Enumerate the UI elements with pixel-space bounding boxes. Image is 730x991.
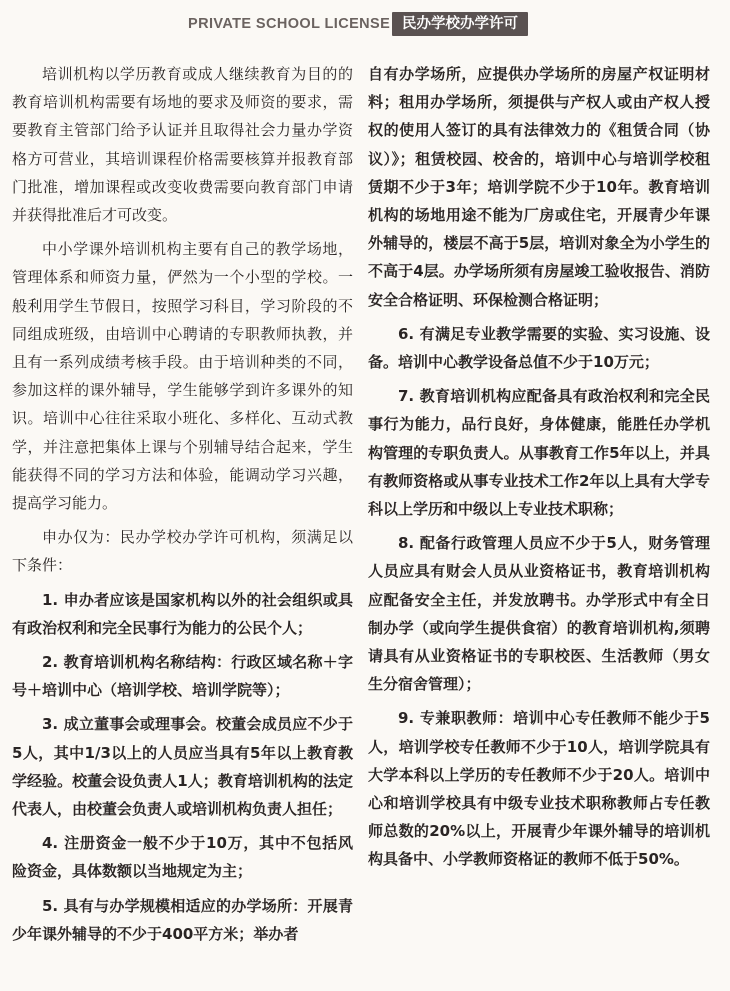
intro-paragraph: 培训机构以学历教育或成人继续教育为目的的教育培训机构需要有场地的要求及师资的要求，需要教育主管部门给予认证并且取得社会力量办学资格方可营业，其培训课程价格需要核算并报教育部门批准，增加课程或改变收费需要向教育部门申请并获得批准后才可改变。 xyxy=(12,65,353,225)
condition-4: 4. 注册资金一般不少于10万，其中不包括风险资金，具体数额以当地规定为主； xyxy=(12,834,353,881)
condition-9: 9. 专兼职教师：培训中心专任教师不能少于5人，培训学校专任教师不少于10人，培训学院具有大学本科以上学历的专任教师不少于20人。培训中心和培训学校具有中级专业技术职称教师占专任教师总数的20%以上，开展青少年课外辅导的培训机构具备中、小学教师资格证的教师不低于50%。 xyxy=(368,709,710,869)
condition-2: 2. 教育培训机构名称结构：行政区域名称＋字号＋培训中心（培训学校、培训学院等）； xyxy=(12,653,353,700)
page-header xyxy=(0,12,730,40)
description-paragraph: 中小学课外培训机构主要有自己的教学场地，管理体系和师资力量，俨然为一个小型的学校。一般利用学生节假日，按照学习科目，学习阶段的不同组成班级，由培训中心聘请的专职教师执教，并且有一系列成绩考核手段。由于培训种类的不同，参加这样的课外辅导，学生能够学到许多课外的知识。培训中心往往采取小班化、多样化、互动式教学，并注意把集体上课与个别辅导结合起来，学生能获得不同的学习方法和体验，能调动学习兴趣，提高学习能力。 xyxy=(12,240,353,513)
condition-7: 7. 教育培训机构应配备具有政治权利和完全民事行为能力，品行良好，身体健康，能胜任办学机构管理的专职负责人。从事教育工作5年以上，并具有教师资格或从事专业技术工作2年以上具有大学专科以上学历和中级以上专业技术职称； xyxy=(368,387,710,519)
condition-3: 3. 成立董事会或理事会。校董会成员应不少于5人，其中1/3以上的人员应当具有5年以上教育教学经验。校董会设负责人1人；教育培训机构的法定代表人，由校董会负责人或培训机构负责人担任； xyxy=(12,715,353,819)
right-column xyxy=(368,60,710,880)
condition-1: 1. 申办者应该是国家机构以外的社会组织或具有政治权利和完全民事行为能力的公民个人； xyxy=(12,590,353,637)
requirements-intro: 申办仅为：民办学校办学许可机构，须满足以下条件： xyxy=(12,528,353,575)
condition-6: 6. 有满足专业教学需要的实验、实习设施、设备。培训中心教学设备总值不少于10万元； xyxy=(368,324,710,372)
left-column xyxy=(12,60,353,948)
condition-5-start: 5. 具有与办学规模相适应的办学场所：开展青少年课外辅导的不少于400平方米；举办者 xyxy=(12,896,353,943)
header-english-title: PRIVATE SCHOOL LICENSE xyxy=(188,16,391,32)
condition-5-end: 自有办学场所，应提供办学场所的房屋产权证明材料；租用办学场所，须提供与产权人或由产权人授权的使用人签订的具有法律效力的《租赁合同（协议）》；租赁校园、校舍的，培训中心与培训学校租赁期不少于3年；培训学院不少于10年。教育培训机构的场地用途不能为厂房或住宅，开展青少年课外辅导的，楼层不高于5层，培训对象全为小学生的不高于4层。办学场所须有房屋竣工验收报告、消防安全合格证明、环保检测合格证明； xyxy=(368,65,710,309)
condition-8: 8. 配备行政管理人员应不少于5人，财务管理人员应具有财会人员从业资格证书，教育培训机构应配备安全主任，并发放聘书。办学形式中有全日制办学（或向学生提供食宿）的教育培训机构,须聘请具有从业资格证书的专职校医、生活教师（男女生分宿舍管理）； xyxy=(368,534,710,694)
header-chinese-title: 民办学校办学许可 xyxy=(392,12,528,36)
